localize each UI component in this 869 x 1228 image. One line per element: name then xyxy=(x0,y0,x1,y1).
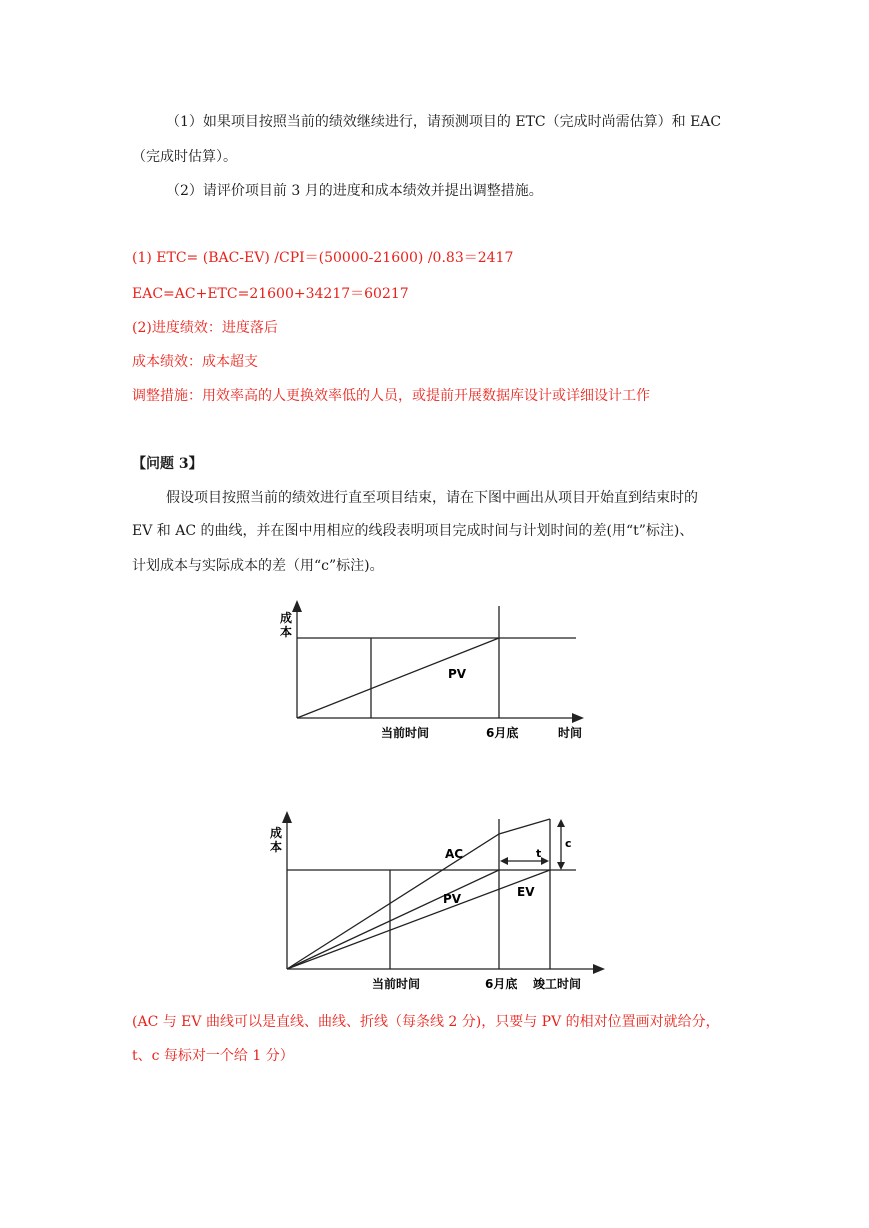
answer-cost-performance: 成本绩效：成本超支 xyxy=(132,354,258,370)
question-1-text: （1）如果项目按照当前的绩效继续进行，请预测项目的 ETC（完成时尚需估算）和 EAC xyxy=(166,114,722,130)
figure-1-pv-label: PV xyxy=(448,667,467,681)
figure-1-y-label-2: 本 xyxy=(280,625,293,639)
question-1-text-cont: （完成时估算）。 xyxy=(132,149,237,165)
figure-2-c-label: c xyxy=(565,837,572,850)
figure-1-tick-june: 6月底 xyxy=(486,726,519,740)
figure-1-x-label: 时间 xyxy=(558,726,583,740)
problem-3-heading: 【问题 3】 xyxy=(132,456,203,472)
figure-2-tick-completion: 竣工时间 xyxy=(533,977,582,991)
figure-2-t-arrow-left xyxy=(500,857,508,865)
problem-3-text-line-2: EV 和 AC 的曲线，并在图中用相应的线段表明项目完成时间与计划时间的差(用“t”标注)、 xyxy=(132,523,694,539)
figure-2-y-label-2: 本 xyxy=(270,840,283,854)
figure-2-x-axis-arrow xyxy=(593,964,605,974)
answer-eac: EAC=AC+ETC=21600+34217＝60217 xyxy=(132,286,409,302)
answer-etc: (1) ETC= (BAC-EV) /CPI＝(50000-21600) /0.83＝2417 xyxy=(132,250,514,266)
figure-2-y-axis-arrow xyxy=(282,811,292,823)
figure-1-tick-current-time: 当前时间 xyxy=(381,726,430,740)
figure-2-pv-line xyxy=(287,870,499,969)
figure-2-ev-label: EV xyxy=(517,885,535,899)
problem-3-text-line-3: 计划成本与实际成本的差（用“c”标注)。 xyxy=(132,558,384,574)
figure-2-pv-label: PV xyxy=(443,892,462,906)
figure-2-y-label-1: 成 xyxy=(270,826,283,840)
figure-2-tick-june: 6月底 xyxy=(485,977,518,991)
figure-1-y-label-1: 成 xyxy=(280,611,293,625)
answer-adjustment-measures: 调整措施：用效率高的人更换效率低的人员，或提前开展数据库设计或详细设计工作 xyxy=(132,388,650,404)
problem-3-text-line-1: 假设项目按照当前的绩效进行直至项目结束，请在下图中画出从项目开始直到结束时的 xyxy=(166,490,698,506)
answer-schedule-performance: (2)进度绩效：进度落后 xyxy=(132,320,278,336)
figure-2-ac-line xyxy=(287,819,550,969)
scoring-note-line-1: (AC 与 EV 曲线可以是直线、曲线、折线（每条线 2 分)，只要与 PV 的相对位置画对就给分， xyxy=(132,1014,720,1030)
question-2-text: （2）请评价项目前 3 月的进度和成本绩效并提出调整措施。 xyxy=(166,183,543,199)
figure-2-ac-label: AC xyxy=(445,847,464,861)
figure-2-t-arrow-right xyxy=(541,857,549,865)
figure-2-c-arrow-bottom xyxy=(557,862,565,870)
figure-2-c-arrow-top xyxy=(557,819,565,827)
scoring-note-line-2: t、c 每标对一个给 1 分） xyxy=(132,1048,294,1064)
figure-2-tick-current-time: 当前时间 xyxy=(372,977,421,991)
figure-2-t-label: t xyxy=(536,847,542,860)
